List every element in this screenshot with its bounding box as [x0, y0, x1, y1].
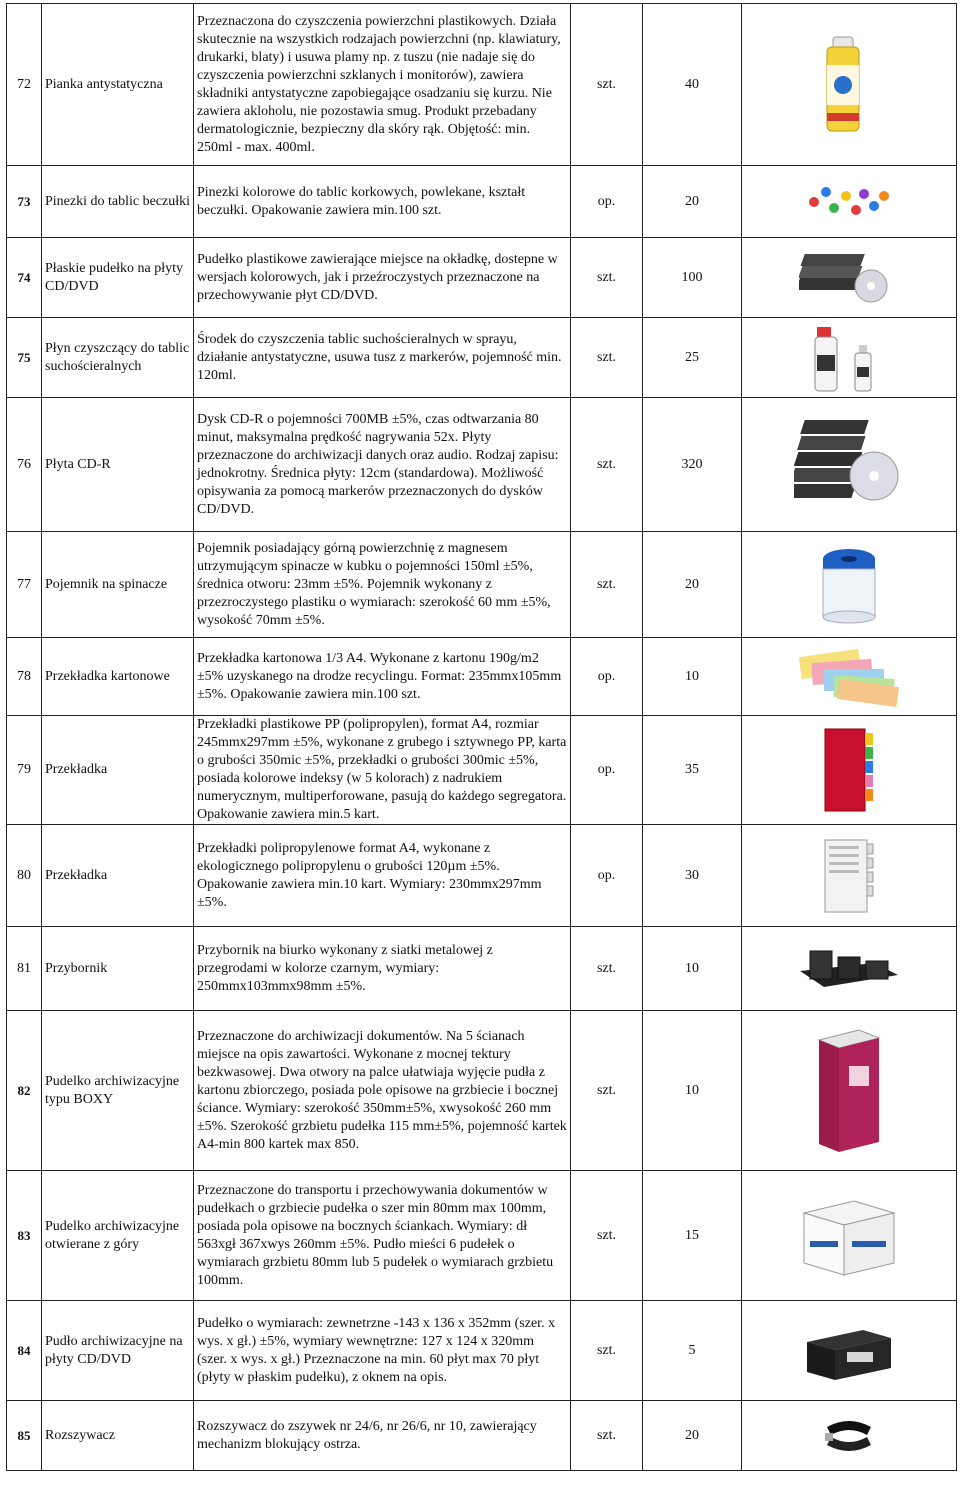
product-description: Pudełko o wymiarach: zewnetrzne -143 x 136 x 352mm (szer. x wys. x gł.) ±5%, wymiary wewnętrzne: 127 x 124 x 320mm (szer. x wys. x gł.) Przeznaczone na min. 60 płyt max 70 płyt (płyty w płaskim pudełku), z oknem na opis.: [194, 1301, 571, 1401]
product-name: Przekładka: [42, 716, 194, 825]
product-name: Pudelko archiwizacyjne otwierane z góry: [42, 1171, 194, 1301]
quantity-cell: 10: [643, 1011, 742, 1171]
unit-cell: op.: [571, 716, 643, 825]
paperclip-container-image: [814, 545, 884, 625]
unit-cell: szt.: [571, 1301, 643, 1401]
quantity-cell: 10: [643, 638, 742, 716]
mesh-desk-organizer-image: [794, 941, 904, 997]
unit-cell: szt.: [571, 238, 643, 318]
product-image-cell: [742, 166, 957, 238]
product-name: Pianka antystatyczna: [42, 4, 194, 166]
product-description: Środek do czyszczenia tablic suchościeralnych w sprayu, działanie antystatyczne, usuwa tusz z markerów, pojemność min. 120ml.: [194, 318, 571, 398]
table-row: [7, 1401, 957, 1471]
red-index-dividers-image: [819, 725, 879, 815]
table-row: [7, 1171, 957, 1301]
unit-cell: szt.: [571, 318, 643, 398]
product-image-cell: [742, 1401, 957, 1471]
foam-spray-can-image: [819, 35, 879, 135]
product-image-cell: [742, 318, 957, 398]
table-row: [7, 238, 957, 318]
product-image-cell: [742, 1011, 957, 1171]
cd-cases-image: [799, 248, 899, 308]
unit-cell: szt.: [571, 927, 643, 1011]
unit-cell: szt.: [571, 1171, 643, 1301]
archive-box-magenta-image: [809, 1026, 889, 1156]
row-number: 76: [7, 398, 42, 532]
product-name: Pojemnik na spinacze: [42, 532, 194, 638]
product-image-cell: [742, 927, 957, 1011]
product-name: Przybornik: [42, 927, 194, 1011]
colored-pins-image: [804, 182, 894, 222]
product-description: Dysk CD-R o pojemności 700MB ±5%, czas odtwarzania 80 minut, maksymalna prędkość nagrywania 52x. Płyty przeznaczone do archiwizacji danych oraz audio. Rodzaj zapisu: jednokrotny. Średnica płyty: 12cm (standardowa). Możliwość opisywania za pomocą markerów przeznaczonych do dysków CD/DVD.: [194, 398, 571, 532]
row-number: 85: [7, 1401, 42, 1471]
unit-cell: op.: [571, 166, 643, 238]
product-description: Przekładki polipropylenowe format A4, wykonane z ekologicznego polipropylenu o grubości 120µm ±5%. Opakowanie zawiera min.10 kart. Wymiary: 230mmx297mm ±5%.: [194, 825, 571, 927]
unit-cell: szt.: [571, 1011, 643, 1171]
product-image-cell: [742, 398, 957, 532]
quantity-cell: 35: [643, 716, 742, 825]
quantity-cell: 5: [643, 1301, 742, 1401]
product-name: Pudelko archiwizacyjne typu BOXY: [42, 1011, 194, 1171]
grey-index-dividers-image: [819, 836, 879, 916]
product-table: [6, 3, 957, 1471]
product-image-cell: [742, 638, 957, 716]
unit-cell: szt.: [571, 1401, 643, 1471]
quantity-cell: 10: [643, 927, 742, 1011]
row-number: 84: [7, 1301, 42, 1401]
product-image-cell: [742, 1301, 957, 1401]
product-description: Przeznaczone do transportu i przechowywania dokumentów w pudełkach o grzbiecie pudełka o szer min 80mm max 100mm, posiada pola opisowe na bocznych ściankach. Wymiary: dł 563xgł 367xwys 260mm ±5%. Pudło mieści 6 pudełek o wymiarach grzbietu 80mm lub 5 pudełek o wymiarach grzbietu 100mm.: [194, 1171, 571, 1301]
product-description: Pudełko plastikowe zawierające miejsce na okładkę, dostepne w wersjach kolorowych, jak i przeźroczystych przeznaczone na przechowywanie płyt CD/DVD.: [194, 238, 571, 318]
table-row: [7, 532, 957, 638]
quantity-cell: 20: [643, 166, 742, 238]
unit-cell: szt.: [571, 4, 643, 166]
product-description: Przeznaczone do archiwizacji dokumentów. Na 5 ścianach miejsce na opis zawartości. Wykonane z mocnej tektury bezkwasowej. Dwa otwory na palce ułatwiaja wyjęcie pudła z kartonu zbiorczego, posiada pole opisowe na grzbiecie i bocznej ściance. Wymiary: szerokość 350mm±5%, xwysokość 260 mm ±5%. Szerokość grzbietu pudełka 115 mm±5%, pojemność kartek A4-min 800 kartek max 850.: [194, 1011, 571, 1171]
table-row: [7, 398, 957, 532]
product-image-cell: [742, 238, 957, 318]
product-description: Pojemnik posiadający górną powierzchnię z magnesem utrzymującym spinacze w kubku o pojemności 150ml ±5%, średnica otworu: 23mm ±5%. Pojemnik wykonany z przezroczystego plastiku o wymiarach: szerokość 60 mm ±5%, wysokość 70mm ±5%.: [194, 532, 571, 638]
product-name: Pudło archiwizacyjne na płyty CD/DVD: [42, 1301, 194, 1401]
quantity-cell: 320: [643, 398, 742, 532]
product-image-cell: [742, 4, 957, 166]
cd-archive-box-image: [799, 1316, 899, 1386]
row-number: 81: [7, 927, 42, 1011]
row-number: 80: [7, 825, 42, 927]
product-name: Płyta CD-R: [42, 398, 194, 532]
product-description: Przekładki plastikowe PP (polipropylen), format A4, rozmiar 245mmx297mm ±5%, wykonane z grubego i sztywnego PP, karta o grubości 350mic ±5%, przekładki o grubości 300mic ±5%, posiada kolorowe indeksy (w 5 kolorach) z nadrukiem numerycznym, multiperforowane, pasują do każdego segregatora. Opakowanie zawiera min.5 kart.: [194, 716, 571, 825]
unit-cell: szt.: [571, 398, 643, 532]
table-row: [7, 716, 957, 825]
product-description: Przeznaczona do czyszczenia powierzchni plastikowych. Działa skutecznie na wszystkich rodzajach powierzchni (np. klawiatury, drukarki, blaty) i usuwa plamy np. z tuszu (nie nadaje się do czyszczenia powierzchni szklanych i monitorów), zawiera składniki antystatyczne zapobiegające osadzaniu się kurzu. Nie zawiera akloholu, nie pozostawia smug. Produkt przebadany dermatologicznie, bezpieczny dla skóry rąk. Objętość: min. 250ml - max. 400ml.: [194, 4, 571, 166]
table-row: [7, 1301, 957, 1401]
quantity-cell: 20: [643, 532, 742, 638]
top-open-archive-box-image: [794, 1191, 904, 1281]
table-row: [7, 927, 957, 1011]
product-description: Przekładka kartonowa 1/3 A4. Wykonane z kartonu 190g/m2 ±5% uzyskanego na drodze recyclingu. Format: 235mmx105mm ±5%. Opakowanie zawiera min.100 szt.: [194, 638, 571, 716]
row-number: 78: [7, 638, 42, 716]
product-name: Płyn czyszczący do tablic suchościeralnych: [42, 318, 194, 398]
row-number: 77: [7, 532, 42, 638]
table-row: [7, 1011, 957, 1171]
product-name: Przekładka: [42, 825, 194, 927]
table-row: [7, 825, 957, 927]
table-row: [7, 638, 957, 716]
unit-cell: szt.: [571, 532, 643, 638]
unit-cell: op.: [571, 638, 643, 716]
quantity-cell: 25: [643, 318, 742, 398]
row-number: 82: [7, 1011, 42, 1171]
product-name: Pinezki do tablic beczułki: [42, 166, 194, 238]
quantity-cell: 20: [643, 1401, 742, 1471]
quantity-cell: 15: [643, 1171, 742, 1301]
unit-cell: op.: [571, 825, 643, 927]
product-image-cell: [742, 825, 957, 927]
row-number: 74: [7, 238, 42, 318]
product-name: Rozszywacz: [42, 1401, 194, 1471]
row-number: 75: [7, 318, 42, 398]
staple-remover-image: [819, 1411, 879, 1461]
cardboard-dividers-image: [794, 647, 904, 707]
row-number: 79: [7, 716, 42, 825]
quantity-cell: 100: [643, 238, 742, 318]
product-description: Pinezki kolorowe do tablic korkowych, powlekane, kształt beczułki. Opakowanie zawiera min.100 szt.: [194, 166, 571, 238]
table-row: [7, 166, 957, 238]
row-number: 83: [7, 1171, 42, 1301]
quantity-cell: 30: [643, 825, 742, 927]
quantity-cell: 40: [643, 4, 742, 166]
row-number: 73: [7, 166, 42, 238]
product-name: Przekładka kartonowe: [42, 638, 194, 716]
cd-stack-image: [794, 410, 904, 520]
product-name: Płaskie pudełko na płyty CD/DVD: [42, 238, 194, 318]
row-number: 72: [7, 4, 42, 166]
table-row: [7, 318, 957, 398]
product-image-cell: [742, 1171, 957, 1301]
table-row: [7, 4, 957, 166]
product-description: Rozszywacz do zszywek nr 24/6, nr 26/6, nr 10, zawierający mechanizm blokujący ostrza.: [194, 1401, 571, 1471]
product-image-cell: [742, 532, 957, 638]
product-description: Przybornik na biurko wykonany z siatki metalowej z przegrodami w kolorze czarnym, wymiary: 250mmx103mmx98mm ±5%.: [194, 927, 571, 1011]
product-image-cell: [742, 716, 957, 825]
cleaning-spray-bottles-image: [809, 323, 889, 393]
